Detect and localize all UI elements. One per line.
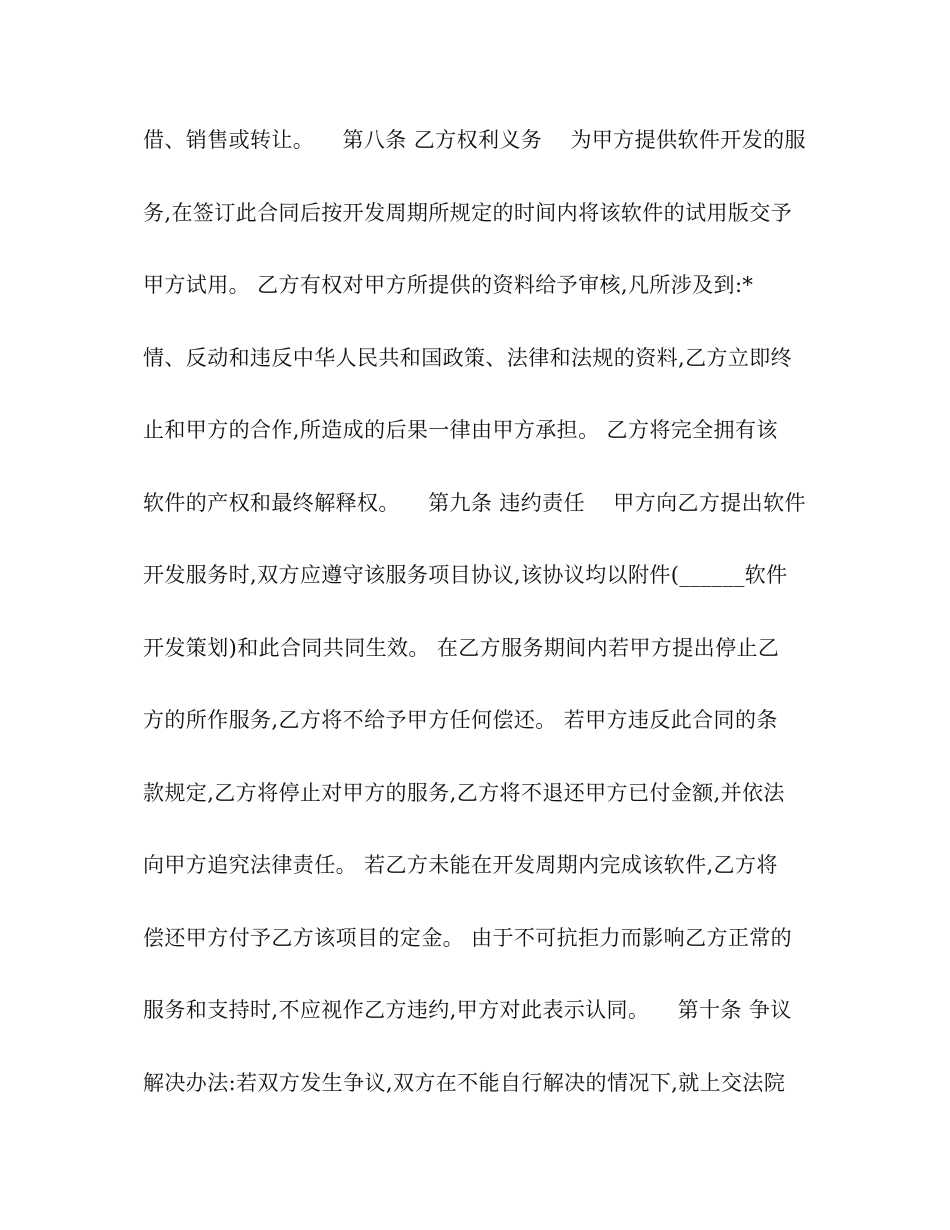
- text-line: 情、反动和违反中华人民共和国政策、法律和法规的资料,乙方立即终: [143, 345, 793, 370]
- text-line: 务,在签订此合同后按开发周期所规定的时间内将该软件的试用版交予: [143, 200, 793, 225]
- text-line: 开发策划)和此合同共同生效。 在乙方服务期间内若甲方提出停止乙: [143, 635, 780, 660]
- text-line: 解决办法:若双方发生争议,双方在不能自行解决的情况下,就上交法院: [143, 1070, 786, 1095]
- contract-body-text: [143, 118, 813, 1133]
- text-line: 款规定,乙方将停止对甲方的服务,乙方将不退还甲方已付金额,并依法: [143, 780, 785, 805]
- text-line: 甲方试用。 乙方有权对甲方所提供的资料给予审核,凡所涉及到:*: [143, 273, 754, 297]
- text-line: 开发服务时,双方应遵守该服务项目协议,该协议均以附件(______软件: [143, 563, 788, 587]
- text-line: 方的所作服务,乙方将不给予甲方任何偿还。 若甲方违反此合同的条: [143, 708, 778, 732]
- text-line: 偿还甲方付予乙方该项目的定金。 由于不可抗拒力而影响乙方正常的: [143, 925, 793, 950]
- text-line: 软件的产权和最终解释权。 第九条 违约责任 甲方向乙方提出软件: [143, 490, 806, 515]
- text-line: 止和甲方的合作,所造成的后果一律由甲方承担。 乙方将完全拥有该: [143, 418, 778, 442]
- text-line: 服务和支持时,不应视作乙方违约,甲方对此表示认同。 第十条 争议: [143, 998, 792, 1022]
- text-line: 借、销售或转让。 第八条 乙方权利义务 为甲方提供软件开发的服: [143, 128, 806, 152]
- text-line: 向甲方追究法律责任。 若乙方未能在开发周期内完成该软件,乙方将: [143, 853, 778, 877]
